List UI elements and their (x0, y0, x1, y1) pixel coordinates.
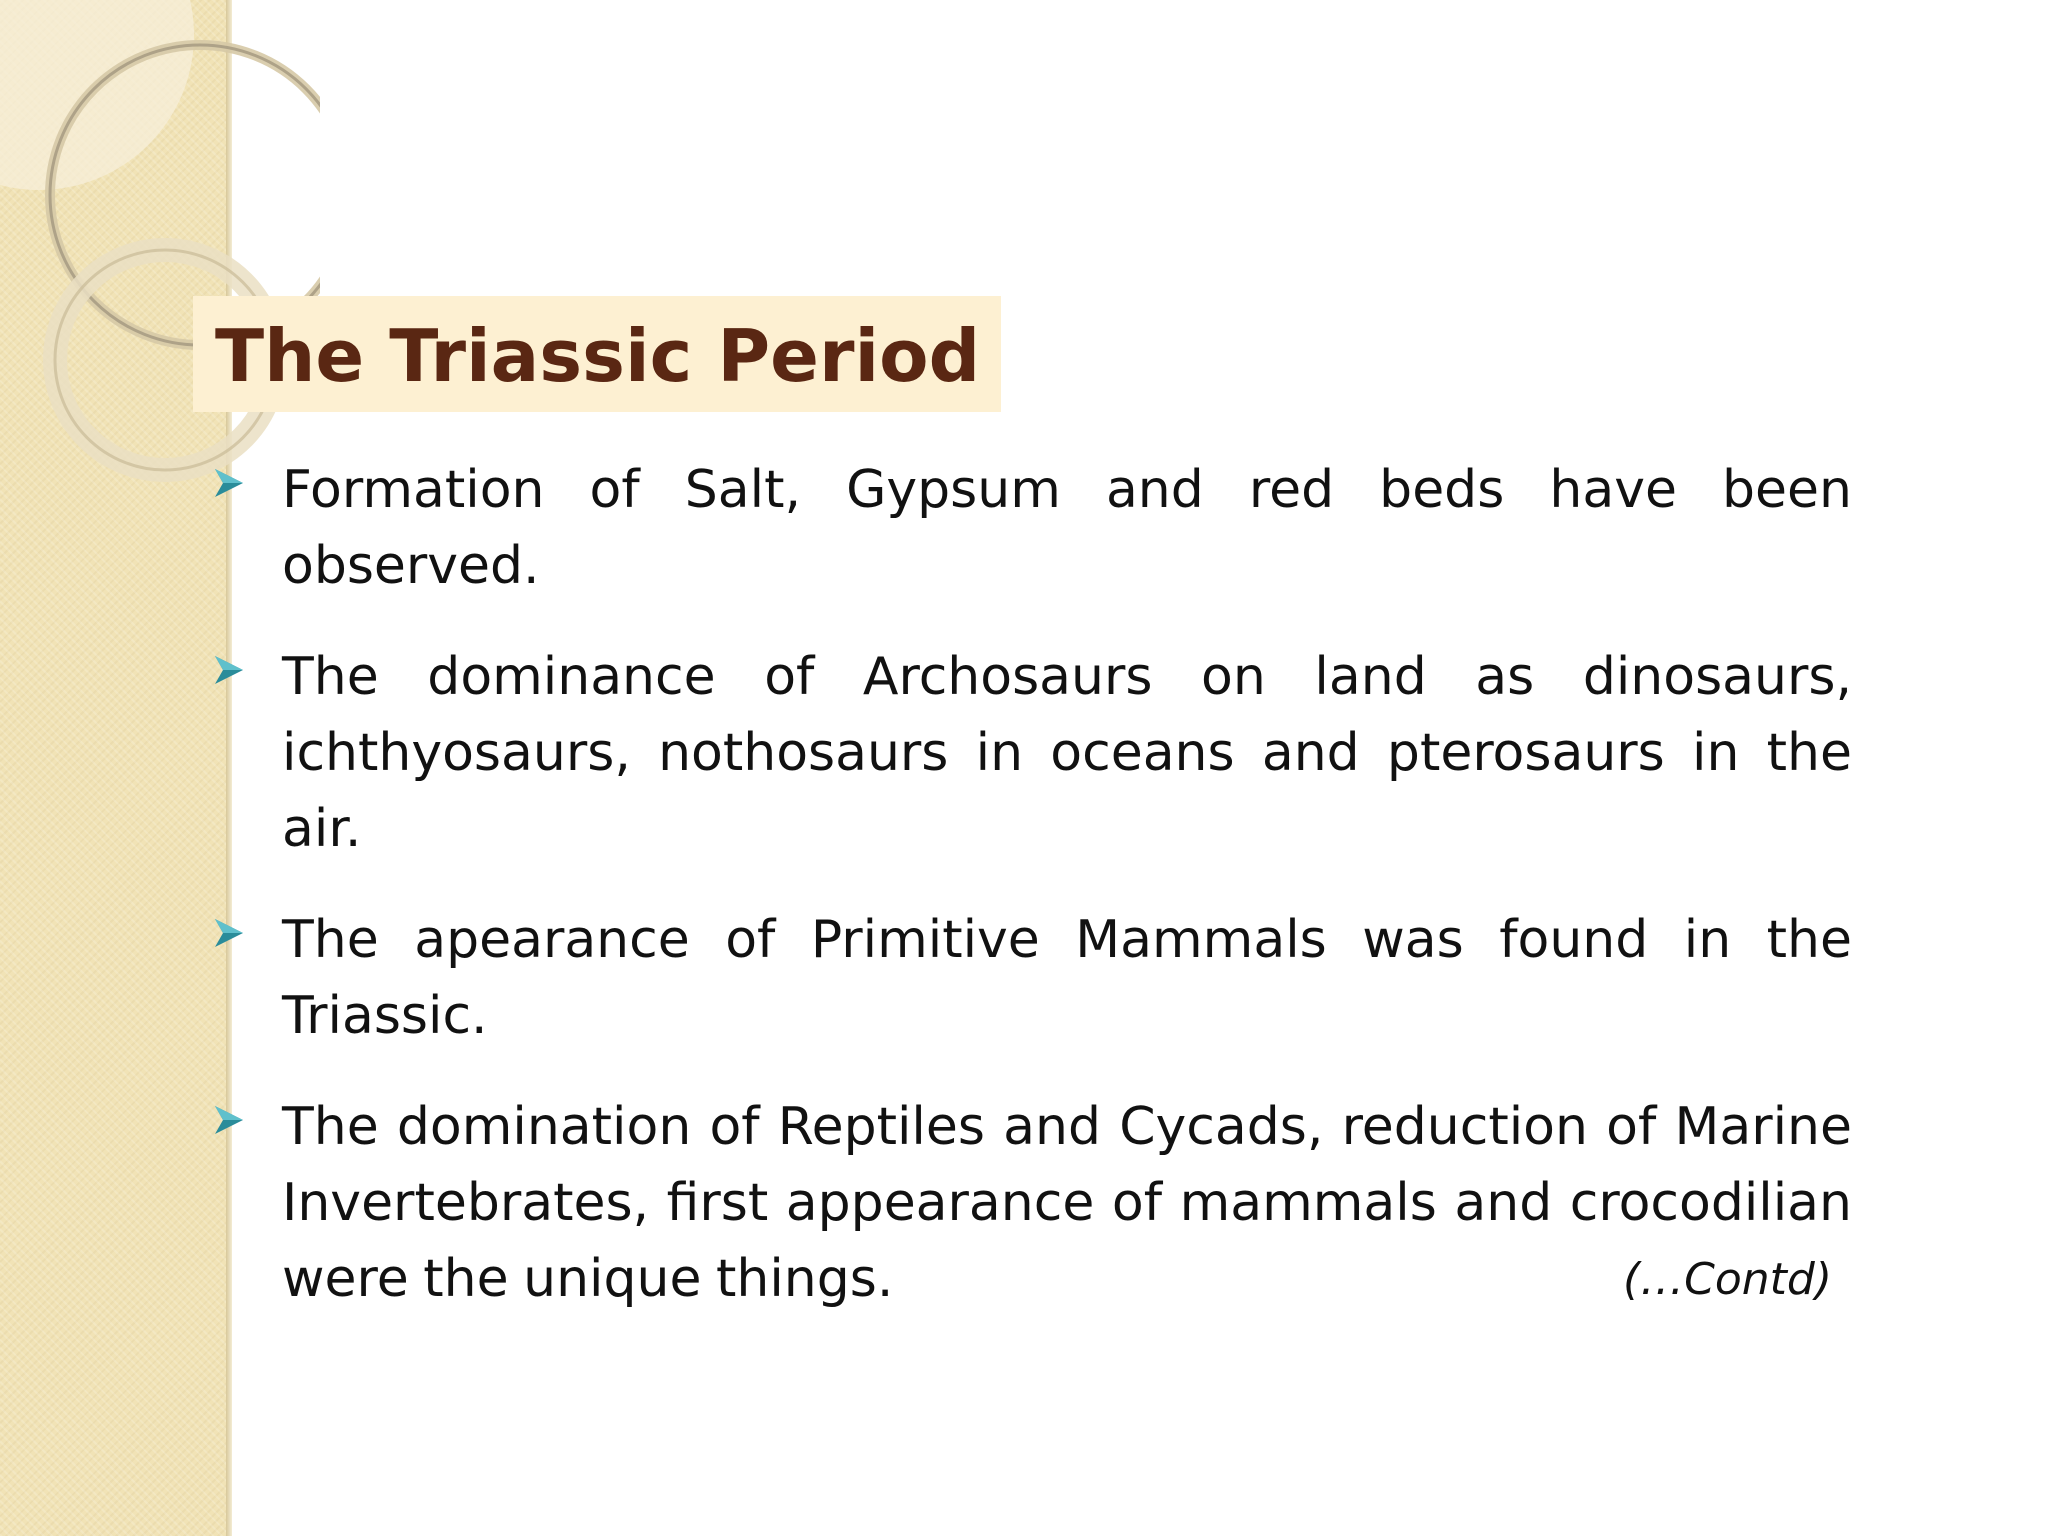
bullet-item (212, 639, 1852, 867)
arrow-right-icon (212, 466, 246, 500)
bullet-item (212, 902, 1852, 1054)
continued-note: (…Contd) (1622, 1254, 1832, 1305)
bullet-item (212, 452, 1852, 604)
bullet-list (212, 452, 1852, 1352)
bullet-text: The dominance of Archosaurs on land as dinosaurs, ichthyosaurs, nothosaurs in oceans and pterosaurs in the air. (282, 647, 1852, 859)
bullet-text: Formation of Salt, Gypsum and red beds have been observed. (282, 460, 1852, 596)
slide-title: The Triassic Period (215, 314, 981, 398)
swirl-ring-decoration (0, 0, 320, 520)
bullet-text: The domination of Reptiles and Cycads, reduction of Marine Invertebrates, first appearance of mammals and crocodilian were the unique things. (282, 1097, 1852, 1309)
arrow-right-icon (212, 653, 246, 687)
arrow-right-icon (212, 916, 246, 950)
arrow-right-icon (212, 1103, 246, 1137)
bullet-text: The apearance of Primitive Mammals was found in the Triassic. (282, 910, 1852, 1046)
